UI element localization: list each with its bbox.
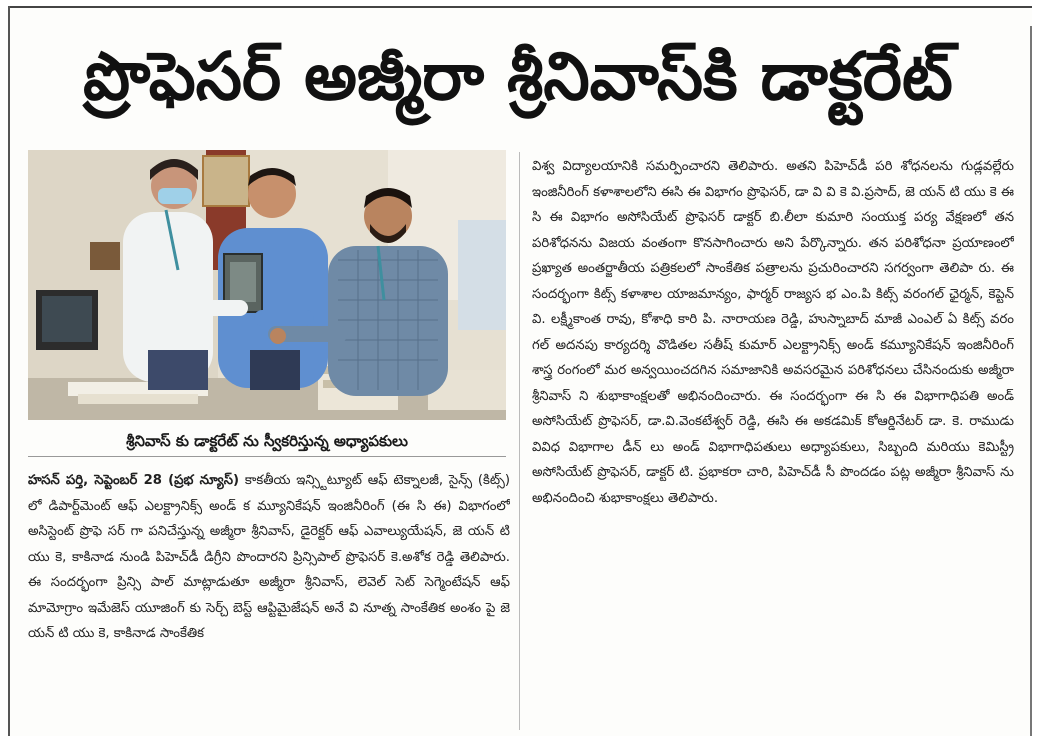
photo-caption: శ్రీనివాస్ కు డాక్టరేట్ ను స్వీకరిస్తున్న అధ్యాపకులు	[28, 426, 506, 457]
headline: ప్రొఫెసర్ అజ్మీరా శ్రీనివాస్‌కి డాక్టరేట్	[83, 37, 953, 115]
article-dateline: హసన్ పర్తి, సెప్టెంబర్ 28 (ప్రభ న్యూస్)	[28, 473, 240, 488]
news-photo	[28, 150, 506, 420]
newspaper-clipping	[8, 6, 1032, 736]
article-column-left	[28, 468, 510, 730]
article-body-right: విశ్వ విద్యాలయానికి సమర్పించారని తెలిపారు. అతని పిహెచ్‌డీ పరి శోధనలను గుడ్లవల్లేరు ఇంజినీరింగ్ కళాశాలలోని ఈసి ఈ విభాగం ప్రొఫెసర్, డా వి వి కె వి.ప్రసాద్, జె యన్ టి యు కె ఈ సి ఈ విభాగం అసోసియేట్ ప్రొఫెసర్ డాక్టర్ బి.లీలా కుమారి సంయుక్త పర్య వేక్షణలో తన పరిశోధనను విజయ వంతంగా కొనసాగించారు అని పేర్కొన్నారు. తన పరిశోధనా ప్రయాణంలో ప్రఖ్యాత అంతర్జాతీయ పత్రికలలో సాంకేతిక పత్రాలను ప్రచురించారని సగర్వంగా తెలిపా రు. ఈ సందర్భంగా కిట్స్ కళాశాల యాజమాన్యం, ఫార్మర్ రాజ్యస భ ఎం.పి కిట్స్ వరంగల్ ఛైర్మన్, కెప్టెన్ వి. లక్ష్మీకాంత రావు, కోశాధి కారి పి. నారాయణ రెడ్డి, హుస్నాబాద్ మాజీ ఎంఎల్ ఏ కిట్స్ వరం గల్ అదనపు కార్యదర్శి వొడితల సతీష్ కుమార్ ఎలక్ట్రానిక్స్ అండ్ కమ్యూనికేషన్ ఇంజినీరింగ్ శాస్త్ర రంగంలో మర అన్వయించదగిన సమాజానికి అవసరమైన పరిశోధనలు చేసినందుకు అజ్మీరా శ్రీనివాస్ ని శుభాకాంక్షలతో అభినందించారు. ఈ సందర్భంగా ఈ సి ఈ విభాగాధిపతి అండ్ అసోసియేట్ ప్రొఫెసర్, డా.వి.వెంకటేశ్వర్ రెడ్డి, ఈసి ఈ అకడమిక్ కోఆర్డినేటర్ డా. కె. రాముడు వివిధ విభాగాల డీన్ లు అండ్ విభాగాధిపతులు అధ్యాపకులు, సిబ్బంది మరియు కెమిస్ట్రీ అసోసియేట్ ప్రొఫెసర్, డాక్టర్ టి. ప్రభాకరా చారి, పిహెచ్‌డీ సీ పొందడం పట్ల అజ్మీరా శ్రీనివాస్ ను అభినందించి శుభాకాంక్షలు తెలిపారు.	[532, 159, 1014, 506]
article-body-left: కాకతీయ ఇన్స్టిట్యూట్ ఆఫ్ టెక్నాలజీ, సైన్స్ (కిట్స్) లో డిపార్ట్‌మెంట్ ఆఫ్ ఎలక్ట్రానిక్స్ అండ్ క మ్యూనికేషన్ ఇంజినీరింగ్ (ఈ సి ఈ) విభాగంలో అసిస్టెంట్ ప్రొఫె సర్ గా పనిచేస్తున్న అజ్మీరా శ్రీనివాస్, డైరెక్టర్ ఆఫ్ ఎవాల్యుయేషన్, జె యన్ టి యు కె, కాకినాడ నుండి పిహెచ్‌డీ డిగ్రీని పొందారని ప్రిన్సిపాల్ ప్రొఫెసర్ కె.అశోక రెడ్డి తెలిపారు. ఈ సందర్భంగా ప్రిన్సి పాల్ మాట్లాడుతూ అజ్మీరా శ్రీనివాస్, లెవెల్ సెట్ సెగ్మెంటేషన్ ఆఫ్ మామోగ్రాం ఇమేజెస్ యూజింగ్ కు సెర్చ్ బెస్ట్ ఆప్టిమైజేషన్ అనే వి నూత్న సాంకేతిక అంశం పై జె యన్ టి యు కె, కాకినాడ సాంకేతిక	[28, 473, 510, 641]
article-column-right	[532, 154, 1014, 730]
column-divider	[519, 152, 520, 730]
top-rule	[8, 6, 1032, 8]
left-rule	[8, 6, 10, 736]
newspaper-photo-illustration	[28, 150, 506, 420]
right-rule	[1030, 26, 1032, 736]
